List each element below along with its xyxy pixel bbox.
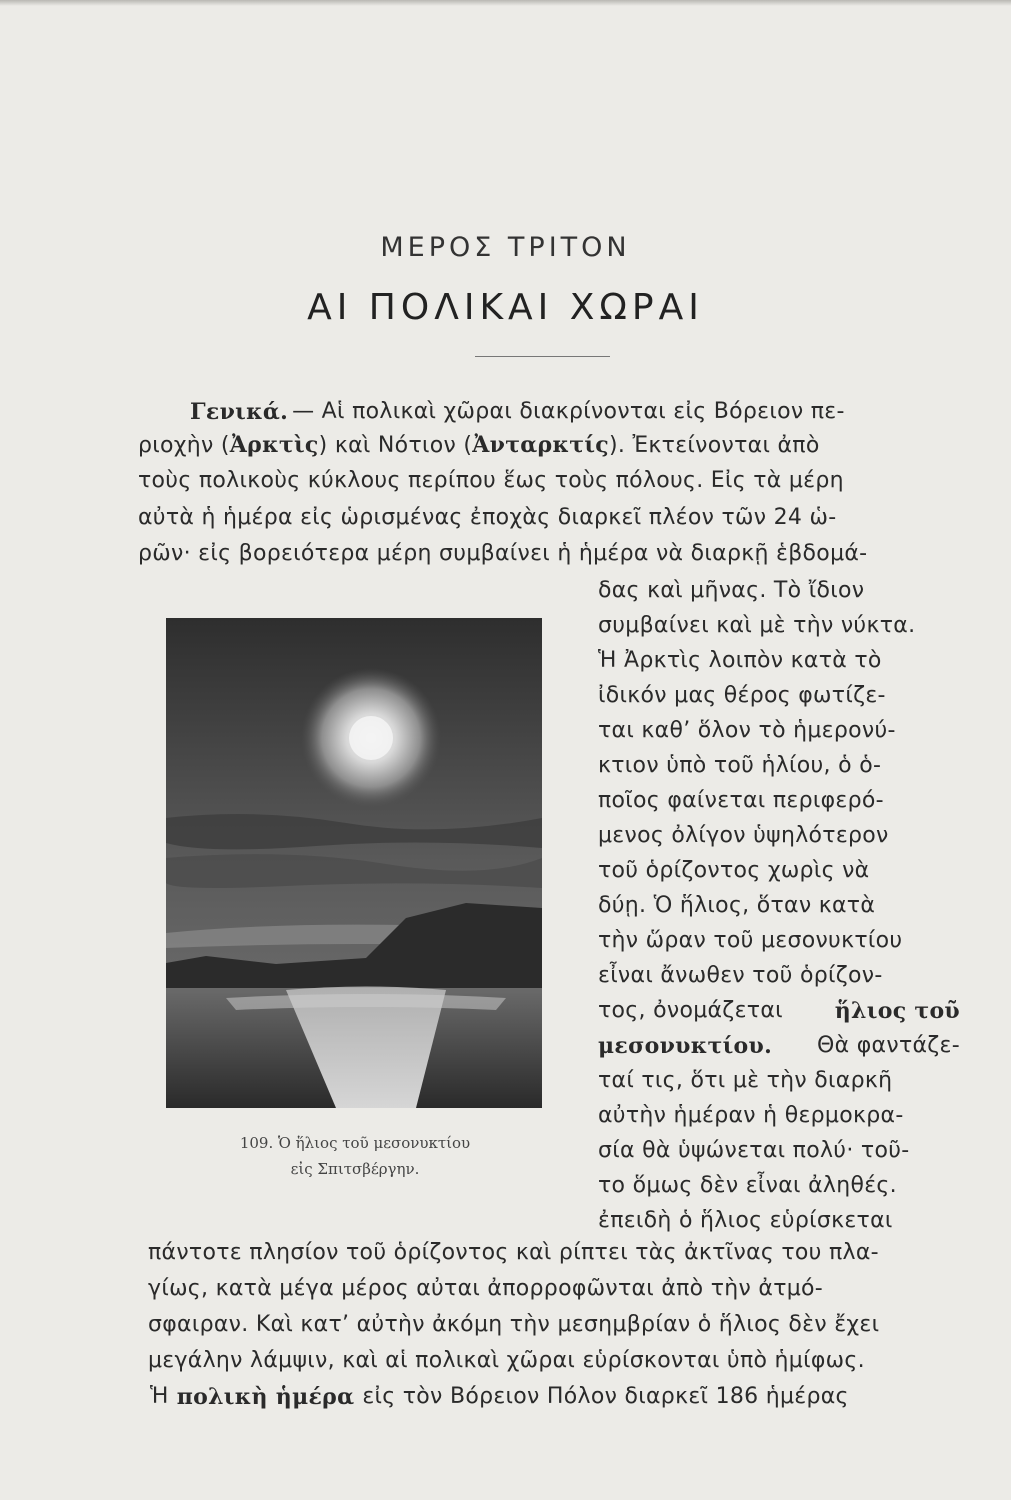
text-span: ποῖος φαίνεται περιφερό- — [598, 788, 884, 813]
text-line-f2 — [148, 1274, 960, 1304]
term-midnight: μεσονυκτίου. — [598, 1033, 773, 1059]
chapter-title: ΑΙ ΠΟΛΙΚΑΙ ΧΩΡΑΙ — [307, 287, 704, 328]
text-line-col-13 — [598, 996, 960, 1026]
text-line-col-3 — [598, 646, 960, 676]
text-span: κτιον ὑπὸ τοῦ ἡλίου, ὁ ὁ- — [598, 753, 882, 778]
text-line-col-18 — [598, 1171, 960, 1201]
page-top-edge — [0, 0, 1011, 6]
text-span: — Αἱ πολικαὶ χῶραι διακρίνονται εἰς Βόρειον πε- — [292, 399, 845, 424]
text-line-col-10 — [598, 891, 960, 921]
text-span: τοὺς πολικοὺς κύκλους περίπου ἕως τοὺς πόλους. Εἰς τὰ μέρη — [138, 468, 844, 493]
text-line-col-14 — [598, 1031, 960, 1061]
term-polar-day: πολικὴ ἡμέρα — [176, 1384, 355, 1410]
text-span: γίως, κατὰ μέγα μέρος αὐται ἀπορροφῶνται ἀπὸ τὴν ἀτμό- — [148, 1276, 824, 1301]
text-span: αὐτὴν ἡμέραν ἡ θερμοκρα- — [598, 1103, 904, 1128]
text-line-col-12 — [598, 961, 960, 991]
figure-caption-line-2: εἰς Σπιτσβέργην. — [290, 1160, 420, 1178]
text-line-f5 — [150, 1382, 960, 1412]
text-line-col-8 — [598, 821, 960, 851]
text-span: συμβαίνει καὶ μὲ τὴν νύκτα. — [598, 613, 916, 638]
part-heading: ΜΕΡΟΣ ΤΡΙΤΟΝ — [380, 232, 631, 263]
text-line-col-19 — [598, 1206, 960, 1236]
text-line-4 — [138, 503, 960, 533]
title-divider — [475, 356, 610, 357]
text-span: το ὅμως δὲν εἶναι ἀληθές. — [598, 1173, 897, 1198]
text-line-col-4 — [598, 681, 960, 711]
text-span: μεγάλην λάμψιν, καὶ αἱ πολικαὶ χῶραι εὑρίσκονται ὑπὸ ἡμίφως. — [148, 1348, 865, 1373]
text-span: εἰς τὸν Βόρειον Πόλον διαρκεῖ 186 ἡμέρας — [362, 1384, 849, 1409]
text-span: μενος ὀλίγον ὑψηλότερον — [598, 823, 889, 848]
text-line-col-2 — [598, 611, 960, 641]
text-span: σφαιραν. Καὶ κατ’ αὐτὴν ἀκόμη τὴν μεσημβρίαν ὁ ἥλιος δὲν ἔχει — [148, 1312, 880, 1337]
lead-term: Γενικά. — [190, 399, 289, 425]
figure-caption-line-1 — [160, 1130, 550, 1156]
text-line-5 — [138, 539, 960, 569]
text-line-col-11 — [598, 926, 960, 956]
text-line-2 — [138, 430, 960, 461]
caption-text: Ὁ ἥλιος τοῦ μεσονυκτίου — [278, 1134, 471, 1152]
text-span: Ἡ Ἀρκτὶς λοιπὸν κατὰ τὸ — [598, 648, 882, 673]
text-line-f4 — [148, 1346, 960, 1376]
text-line-col-16 — [598, 1101, 960, 1131]
term-antarktis: Ἀνταρκτίς — [472, 432, 609, 458]
text-line-1 — [190, 397, 960, 427]
text-span: σία θὰ ὑψώνεται πολύ· τοῦ- — [598, 1138, 910, 1163]
term-arktis: Ἀρκτὶς — [229, 432, 319, 458]
text-span: δύῃ. Ὁ ἥλιος, ὅταν κατὰ — [598, 893, 876, 918]
text-span: ται καθ’ ὅλον τὸ ἡμερονύ- — [598, 718, 896, 743]
text-span: αὐτὰ ἡ ἡμέρα εἰς ὡρισμένας ἐποχὰς διαρκεῖ πλέον τῶν 24 ὡ- — [138, 505, 837, 530]
text-line-col-7 — [598, 786, 960, 816]
text-span: Ἡ — [150, 1384, 169, 1409]
midnight-sun-photo — [166, 618, 542, 1108]
text-line-col-9 — [598, 856, 960, 886]
text-span: ταί τις, ὅτι μὲ τὴν διαρκῆ — [598, 1068, 893, 1093]
text-span: ρῶν· εἰς βορειότερα μέρη συμβαίνει ἡ ἡμέρα νὰ διαρκῇ ἑβδομά- — [138, 541, 868, 566]
term-midnight-sun: ἥλιος τοῦ — [834, 998, 960, 1024]
text-line-col-6 — [598, 751, 960, 781]
text-line-col-5 — [598, 716, 960, 746]
text-line-3 — [138, 466, 960, 496]
text-span: ριοχὴν (Ἀρκτὶς) καὶ Νότιον (Ἀνταρκτίς). Ἐκτείνονται ἀπὸ — [138, 432, 820, 458]
text-line-f1 — [148, 1238, 960, 1268]
text-span: ἰδικόν μας θέρος φωτίζε- — [598, 683, 886, 708]
text-span: πάντοτε πλησίον τοῦ ὁρίζοντος καὶ ρίπτει τὰς ἀκτῖνας του πλα- — [148, 1240, 879, 1265]
text-span: Θὰ φαντάζε- — [817, 1033, 960, 1058]
text-span: δας καὶ μῆνας. Τὸ ἴδιον — [598, 578, 865, 603]
text-line-col-15 — [598, 1066, 960, 1096]
text-span: εἶναι ἄνωθεν τοῦ ὁρίζον- — [598, 963, 883, 988]
text-span: τοῦ ὁρίζοντος χωρὶς νὰ — [598, 858, 870, 883]
text-span: ἐπειδὴ ὁ ἥλιος εὑρίσκεται — [598, 1208, 893, 1233]
text-span: τὴν ὥραν τοῦ μεσονυκτίου — [598, 928, 903, 953]
text-line-f3 — [148, 1310, 960, 1340]
text-line-col-17 — [598, 1136, 960, 1166]
text-span: τος, ὀνομάζεται — [598, 998, 783, 1023]
text-line-col-1 — [598, 576, 960, 606]
figure-number: 109. — [239, 1134, 274, 1152]
